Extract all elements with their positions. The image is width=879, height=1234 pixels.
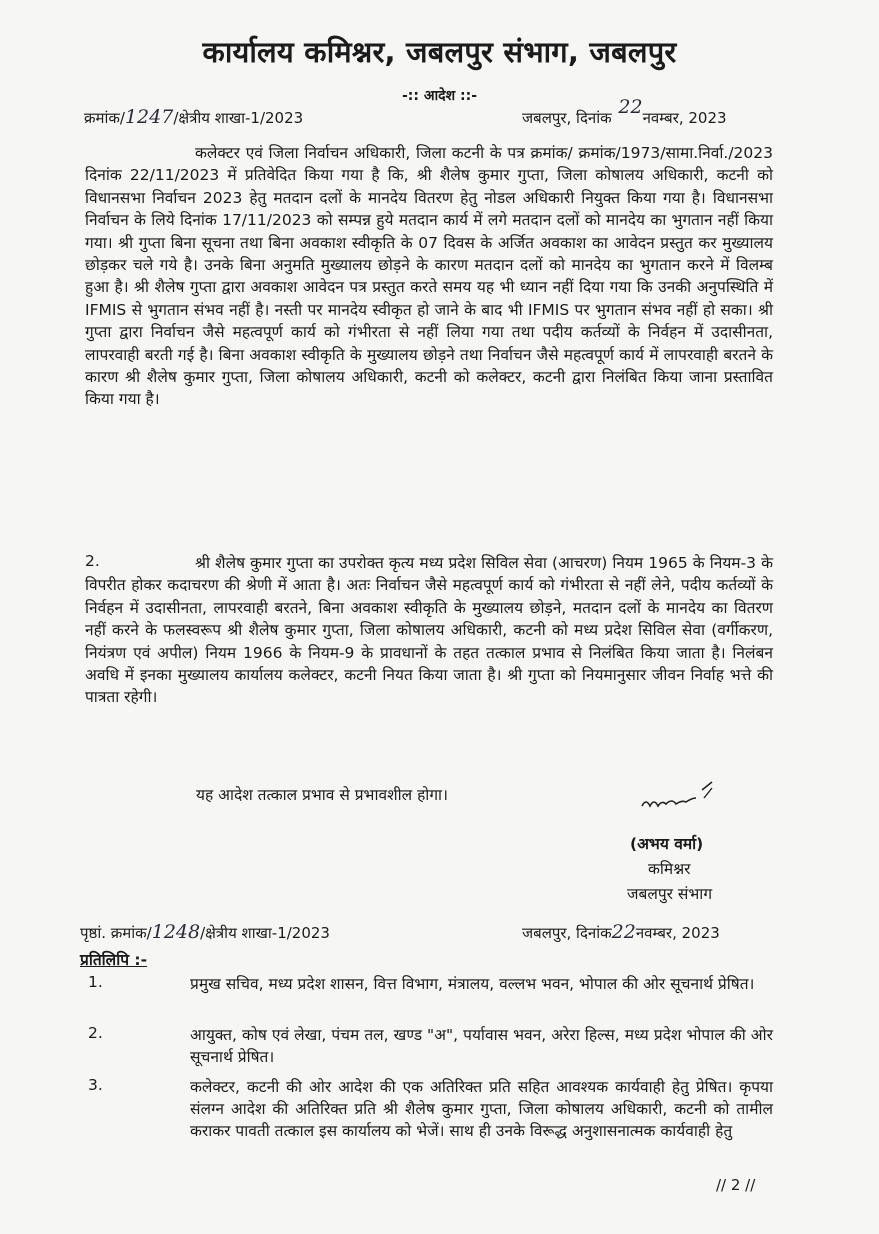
endorsement-month-year: नवम्बर, 2023 — [635, 924, 720, 942]
copy-item-2-text: आयुक्त, कोष एवं लेखा, पंचम तल, खण्ड "अ", पर्यावास भवन, अरेरा हिल्स, मध्य प्रदेश भोपाल की ओर सूचनार्थ प्रेषित। — [190, 1026, 773, 1066]
ref-prefix: क्रमांक/ — [84, 109, 125, 127]
paragraph-1 — [85, 142, 773, 411]
paragraph-2-text: श्री शैलेष कुमार गुप्ता का उपरोक्त कृत्य मध्य प्रदेश सिविल सेवा (आचरण) नियम 1965 के नियम-3 के विपरीत होकर कदाचरण की श्रेणी में आता है। अतः निर्वाचन जैसे महत्वपूर्ण कार्य को गंभीरता से नहीं लेने, पदीय कर्तव्यों के निर्वहन में उदासीनता, लापरवाही बरतने, बिना अवकाश स्वीकृति के मुख्यालय छोड़ने, मतदान दलों के मानदेय का वितरण नहीं करने के फलस्वरूप श्री शैलेष कुमार गुप्ता, जिला कोषालय अधिकारी, कटनी को मध्य प्रदेश सिविल सेवा (वर्गीकरण, नियंत्रण एवं अपील) नियम 1966 के नियम-9 के प्रावधानों के तहत तत्काल प्रभाव से निलंबित किया जाता है। निलंबन अवधि में इनका मुख्यालय कार्यालय कलेक्टर, कटनी नियत किया जाता है। श्री गुप्ता को नियमानुसार जीवन निर्वाह भत्ते की पात्रता रहेगी। — [85, 554, 773, 707]
copy-to-label: प्रतिलिपि :- — [80, 951, 148, 969]
copy-item-1-number: 1. — [88, 973, 103, 991]
copy-item-3-number: 3. — [88, 1076, 103, 1094]
paragraph-2 — [85, 552, 773, 709]
copy-item-3-text: कलेक्टर, कटनी की ओर आदेश की एक अतिरिक्त प्रति सहित आवश्यक कार्यवाही हेतु प्रेषित। कृपया संलग्न आदेश की अतिरिक्त प्रति श्री शैलेष कुमार गुप्ता, जिला कोषालय अधिकारी, कटनी को तामील कराकर पावती तत्काल इस कार्यालय को भेजें। साथ ही उनके विरूद्ध अनुशासनात्मक कार्यवाही हेतु — [190, 1078, 773, 1140]
date-month-year: नवम्बर, 2023 — [642, 109, 727, 127]
endorsement-number-handwritten: 1248 — [151, 921, 201, 943]
order-label: -:: आदेश ::- — [401, 88, 478, 104]
signatory-division: जबलपुर संभाग — [627, 885, 713, 903]
ref-suffix: /क्षेत्रीय शाखा-1/2023 — [173, 109, 304, 127]
office-title: कार्यालय कमिश्नर, जबलपुर संभाग, जबलपुर — [202, 35, 677, 69]
signature-mark — [638, 780, 718, 820]
order-date — [522, 96, 727, 128]
copy-item-1-text: प्रमुख सचिव, मध्य प्रदेश शासन, वित्त विभाग, मंत्रालय, वल्लभ भवन, भोपाल की ओर सूचनार्थ प्रेषित। — [190, 975, 755, 993]
endorsement-day-handwritten: 22 — [611, 921, 636, 943]
effect-statement: यह आदेश तत्काल प्रभाव से प्रभावशील होगा। — [196, 786, 448, 804]
endorsement-reference — [80, 921, 330, 943]
order-reference — [84, 106, 303, 128]
signatory-designation: कमिश्नर — [648, 860, 691, 878]
paragraph-2-number: 2. — [85, 552, 100, 570]
endorsement-prefix: पृष्ठां. क्रमांक/ — [80, 924, 152, 942]
paragraph-1-text: कलेक्टर एवं जिला निर्वाचन अधिकारी, जिला कटनी के पत्र क्रमांक/ क्रमांक/1973/सामा.निर्वा./2023 दिनांक 22/11/2023 में प्रतिवेदित किया गया है कि, श्री शैलेष कुमार गुप्ता, जिला कोषालय अधिकारी, कटनी को विधानसभा निर्वाचन 2023 हेतु मतदान दलों के मानदेय वितरण हेतु नोडल अधिकारी नियुक्त किया गया है। विधानसभा निर्वाचन के लिये दिनांक 17/11/2023 को सम्पन्न हुये मतदान कार्य में लगे मतदान दलों को मानदेय का भुगतान नहीं किया गया। श्री गुप्ता बिना सूचना तथा बिना अवकाश स्वीकृति के 07 दिवस के अर्जित अवकाश का आवेदन प्रस्तुत कर मुख्यालय छोड़कर चले गये है। उनके बिना अनुमति मुख्यालय छोड़ने के कारण मतदान दलों को मानदेय का भुगतान करने में विलम्ब हुआ है। श्री शैलेष गुप्ता द्वारा अवकाश आवेदन पत्र प्रस्तुत करते समय यह भी ध्यान नहीं दिया गया कि उनकी अनुपस्थिति में IFMIS से भुगतान संभव नहीं है। नस्ती पर मानदेय स्वीकृत हो जाने के बाद भी IFMIS पर भुगतान संभव नहीं हो सका। श्री गुप्ता द्वारा निर्वाचन जैसे महत्वपूर्ण कार्य को गंभीरता से नहीं लिया गया तथा पदीय कर्तव्यों के निर्वहन में उदासीनता, लापरवाही बरती गई है। बिना अवकाश स्वीकृति के मुख्यालय छोड़ने तथा निर्वाचन जैसे महत्वपूर्ण कार्य में लापरवाही बरतने के कारण श्री शैलेष कुमार गुप्ता, जिला कोषालय अधिकारी, कटनी को कलेक्टर, कटनी द्वारा निलंबित किया जाना प्रस्तावित किया गया है। — [85, 144, 773, 409]
signatory-name: (अभय वर्मा) — [630, 835, 704, 853]
continuation-page-marker: // 2 // — [716, 1176, 756, 1194]
endorsement-date — [522, 921, 720, 943]
endorsement-date-prefix: जबलपुर, दिनांक — [522, 924, 612, 942]
ref-number-handwritten: 1247 — [124, 106, 174, 128]
date-prefix: जबलपुर, दिनांक — [522, 109, 612, 127]
date-day-handwritten: 22 — [618, 96, 643, 118]
endorsement-suffix: /क्षेत्रीय शाखा-1/2023 — [200, 924, 330, 942]
copy-item-2-number: 2. — [88, 1024, 103, 1042]
